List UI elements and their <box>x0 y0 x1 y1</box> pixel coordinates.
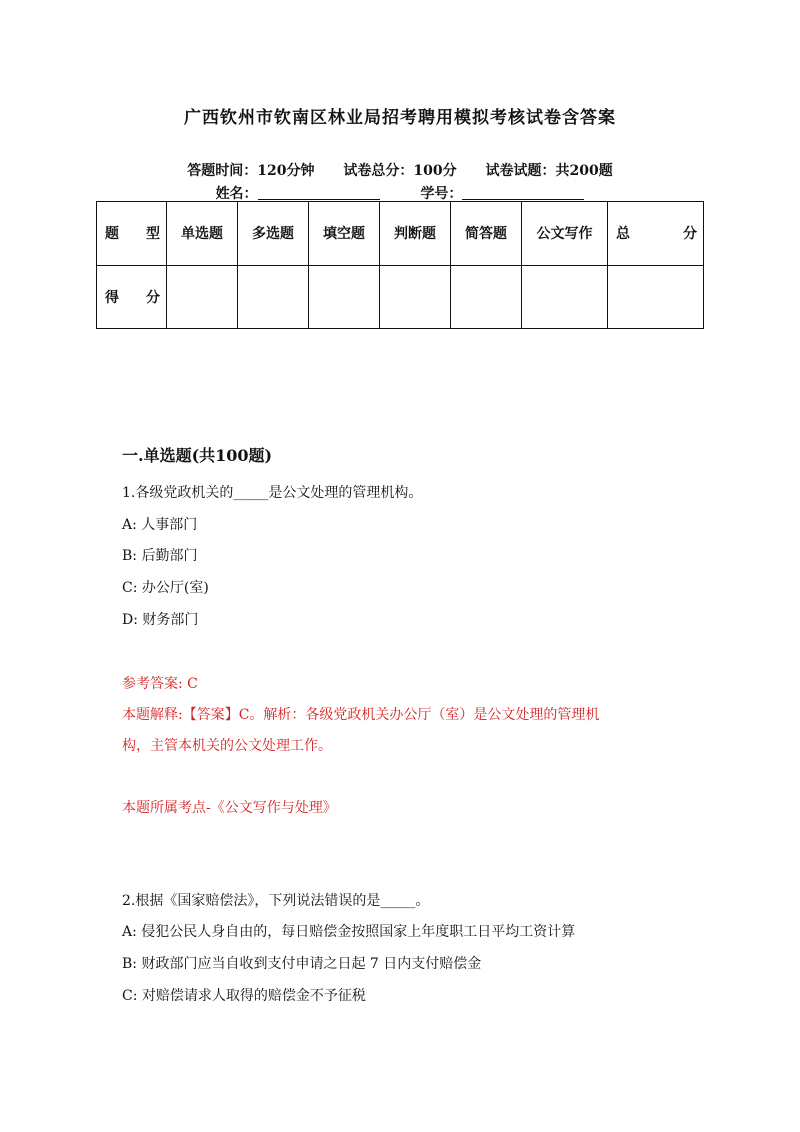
question-option: A: 侵犯公民人身自由的，每日赔偿金按照国家上年度职工日平均工资计算 <box>122 924 576 940</box>
question-option: C: 对赔偿请求人取得的赔偿金不予征税 <box>122 988 366 1004</box>
score-cell[interactable] <box>380 265 451 329</box>
name-label: 姓名： <box>215 186 258 202</box>
exam-time: 答题时间：120分钟 <box>187 163 315 179</box>
exam-total-score: 试卷总分：100分 <box>343 163 457 179</box>
question-stem: 2.根据《国家赔偿法》，下列说法错误的是_____。 <box>122 893 430 909</box>
question-option: D: 财务部门 <box>122 612 199 628</box>
score-table-score-row <box>97 265 704 329</box>
answer-explanation-continued: 构，主管本机关的公文处理工作。 <box>122 738 332 754</box>
score-cell[interactable] <box>451 265 522 329</box>
question-option: A: 人事部门 <box>122 517 198 533</box>
score-table <box>96 201 704 329</box>
column-multiple-choice: 多选题 <box>238 202 309 266</box>
score-table-header-row <box>97 202 704 266</box>
id-label: 学号： <box>420 186 463 202</box>
exam-question-count: 试卷试题：共200题 <box>485 163 613 179</box>
id-field[interactable] <box>462 185 584 200</box>
question-option: C: 办公厅(室) <box>122 580 209 596</box>
score-cell[interactable] <box>608 265 704 329</box>
column-true-false: 判断题 <box>380 202 451 266</box>
column-single-choice: 单选题 <box>167 202 238 266</box>
column-official-writing: 公文写作 <box>522 202 608 266</box>
section-title: 一.单选题(共100题) <box>122 446 273 465</box>
question-option: B: 财政部门应当自收到支付申请之日起 7 日内支付赔偿金 <box>122 956 482 972</box>
question-topic: 本题所属考点-《公文写作与处理》 <box>122 800 337 816</box>
question-stem: 1.各级党政机关的_____是公文处理的管理机构。 <box>122 485 423 501</box>
type-header-cell: 题 型 <box>97 202 167 266</box>
score-cell[interactable] <box>522 265 608 329</box>
column-total: 总 分 <box>608 202 704 266</box>
question-option: B: 后勤部门 <box>122 548 198 564</box>
answer-explanation: 本题解释:【答案】C。解析：各级党政机关办公厅（室）是公文处理的管理机 <box>122 707 600 723</box>
column-short-answer: 简答题 <box>451 202 522 266</box>
column-fill-blank: 填空题 <box>309 202 380 266</box>
exam-title: 广西钦州市钦南区林业局招考聘用模拟考核试卷含答案 <box>184 108 616 128</box>
exam-student-info <box>0 183 800 203</box>
exam-meta <box>0 160 800 180</box>
score-cell[interactable] <box>309 265 380 329</box>
name-field[interactable] <box>258 185 380 200</box>
reference-answer: 参考答案: C <box>122 676 198 692</box>
score-cell[interactable] <box>167 265 238 329</box>
score-row-label: 得 分 <box>97 265 167 329</box>
score-cell[interactable] <box>238 265 309 329</box>
